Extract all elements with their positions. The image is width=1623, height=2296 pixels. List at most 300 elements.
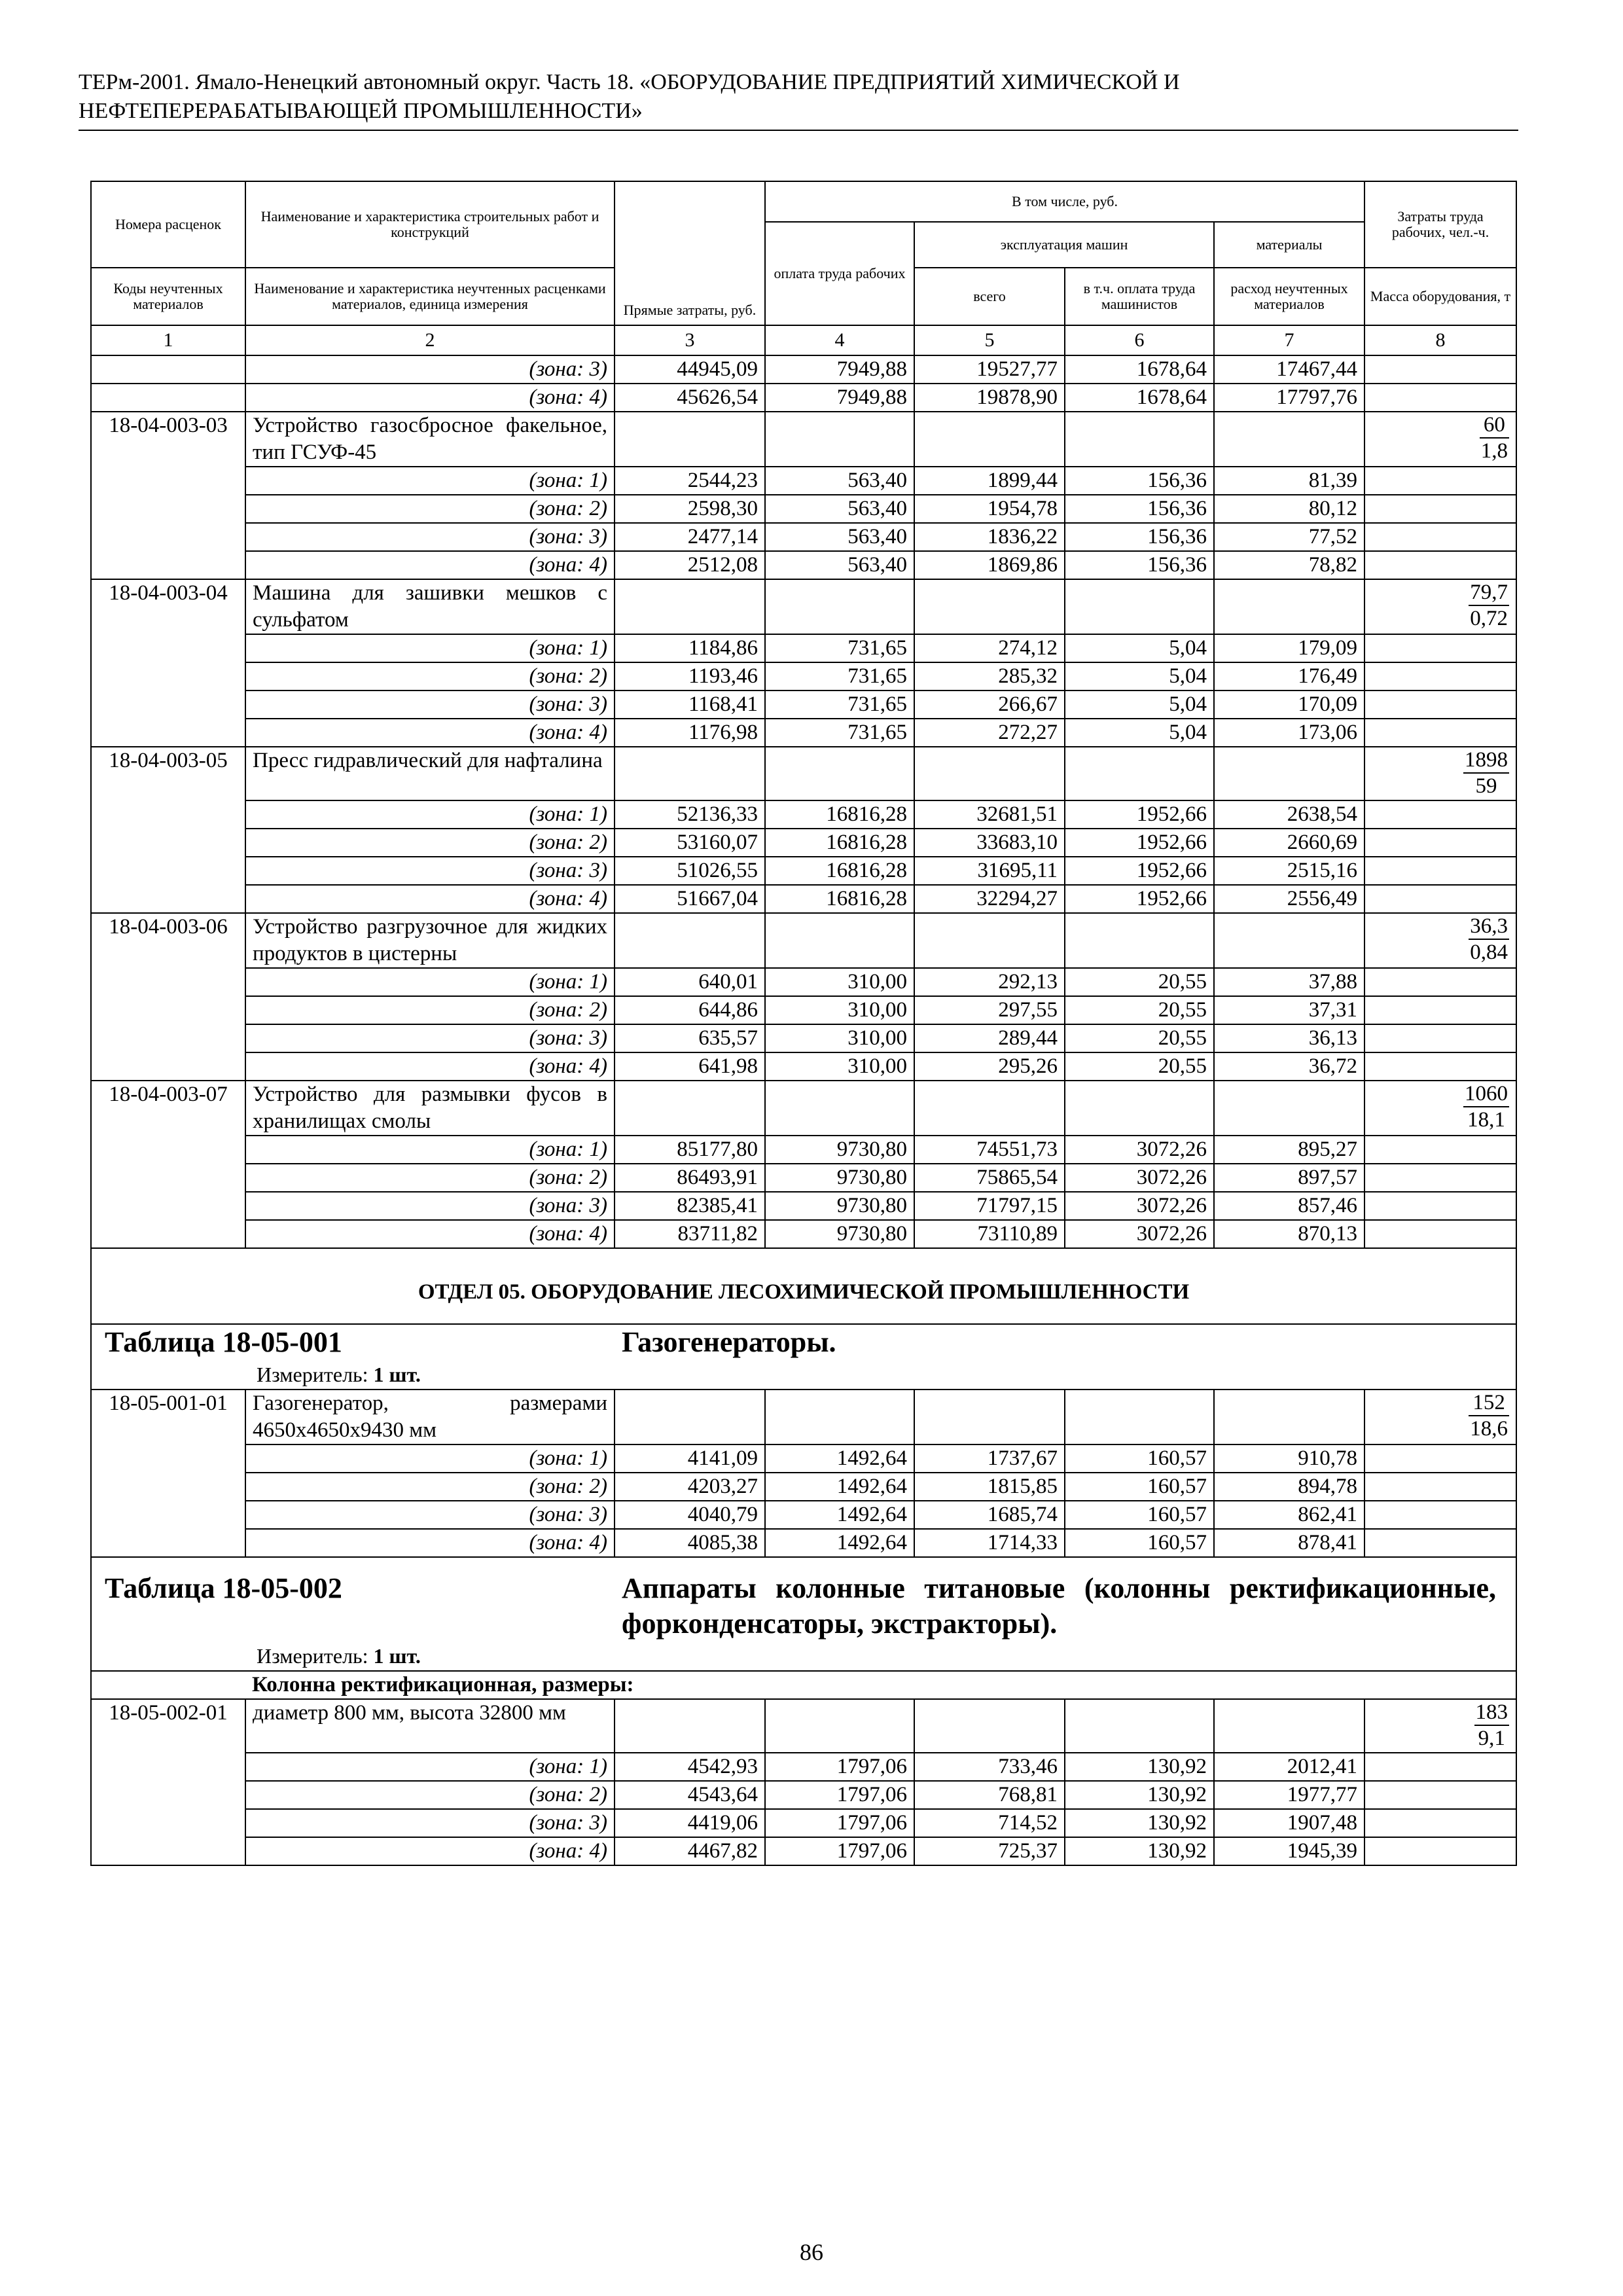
- value-cell: 731,65: [765, 691, 914, 719]
- empty-cell: [1214, 412, 1364, 467]
- labor-hours: 1898: [1463, 747, 1509, 774]
- zone-label: (зона: 4): [245, 885, 615, 913]
- value-cell: 20,55: [1065, 968, 1214, 996]
- table-caption-18-05-001: [91, 1324, 1516, 1390]
- value-cell: 895,27: [1214, 1136, 1364, 1164]
- empty-cell: [765, 747, 914, 800]
- value-cell: 272,27: [914, 719, 1065, 747]
- value-cell: 37,88: [1214, 968, 1364, 996]
- value-cell: 31695,11: [914, 857, 1065, 885]
- value-cell: 3072,26: [1065, 1220, 1214, 1248]
- value-cell: 870,13: [1214, 1220, 1364, 1248]
- value-cell: 4085,38: [615, 1529, 765, 1557]
- labor-hours: 183: [1474, 1700, 1510, 1726]
- value-cell: 768,81: [914, 1781, 1065, 1809]
- value-cell: 731,65: [765, 662, 914, 691]
- empty-cell: [914, 1699, 1065, 1753]
- zone-label: (зона: 4): [245, 1220, 615, 1248]
- table-header: [91, 181, 1516, 355]
- equipment-mass: 9,1: [1478, 1727, 1505, 1750]
- zone-row: [91, 1136, 1516, 1164]
- zone-label: (зона: 1): [245, 800, 615, 829]
- col-number: 3: [615, 325, 765, 355]
- price-table: [90, 181, 1517, 1866]
- empty-cell: [1065, 747, 1214, 800]
- value-cell: 289,44: [914, 1024, 1065, 1052]
- empty-cell: [1065, 1081, 1214, 1136]
- value-cell: 16816,28: [765, 857, 914, 885]
- value-cell: 310,00: [765, 1052, 914, 1081]
- value-cell: 130,92: [1065, 1809, 1214, 1837]
- labor-mass-cell: [1364, 579, 1516, 634]
- empty-cell: [615, 412, 765, 467]
- col1-bottom-header: Коды неучтенных материалов: [91, 268, 245, 325]
- section-05-block: [91, 1248, 1516, 1390]
- item-description: Устройство газосбросное факельное, тип ГСУФ-45: [245, 412, 615, 467]
- empty-cell: [1065, 1390, 1214, 1444]
- zone-row: [91, 384, 1516, 412]
- zone-label: (зона: 4): [245, 551, 615, 579]
- value-cell: 1869,86: [914, 551, 1065, 579]
- value-cell: 2556,49: [1214, 885, 1364, 913]
- labor-mass-fraction: [1469, 1390, 1509, 1441]
- empty-cell: [615, 1081, 765, 1136]
- value-cell: 1836,22: [914, 523, 1065, 551]
- zone-row: [91, 495, 1516, 523]
- table-18-05-002-rows: [91, 1699, 1516, 1865]
- zone-label: (зона: 1): [245, 1444, 615, 1473]
- zone-row: [91, 1837, 1516, 1865]
- item-row: [91, 747, 1516, 800]
- labor-mass-fraction: [1469, 914, 1509, 965]
- header-line-2: НЕФТЕПЕРЕРАБАТЫВАЮЩЕЙ ПРОМЫШЛЕННОСТИ»: [79, 99, 643, 123]
- value-cell: 1797,06: [765, 1753, 914, 1781]
- rate-code: 18-05-001-01: [91, 1390, 245, 1557]
- empty-cell: [1364, 523, 1516, 551]
- empty-cell: [1364, 1501, 1516, 1529]
- value-cell: 9730,80: [765, 1220, 914, 1248]
- value-cell: 714,52: [914, 1809, 1065, 1837]
- item-row: [91, 579, 1516, 634]
- value-cell: 16816,28: [765, 829, 914, 857]
- empty-cell: [765, 1081, 914, 1136]
- empty-cell: [1065, 1699, 1214, 1753]
- value-cell: 1492,64: [765, 1473, 914, 1501]
- value-cell: 733,46: [914, 1753, 1065, 1781]
- page-number: 86: [800, 2239, 823, 2265]
- zone-row: [91, 1192, 1516, 1220]
- value-cell: 2512,08: [615, 551, 765, 579]
- value-cell: 9730,80: [765, 1192, 914, 1220]
- labor-mass-cell: [1364, 1390, 1516, 1444]
- value-cell: 17467,44: [1214, 355, 1364, 384]
- zone-row: [91, 719, 1516, 747]
- labor-hours: 79,7: [1469, 580, 1509, 606]
- value-cell: 1492,64: [765, 1444, 914, 1473]
- col4-header: оплата труда рабочих: [765, 222, 914, 325]
- value-cell: 1678,64: [1065, 355, 1214, 384]
- value-cell: 1492,64: [765, 1501, 914, 1529]
- equipment-mass: 59: [1475, 774, 1497, 798]
- empty-cell: [615, 579, 765, 634]
- empty-cell: [1364, 1192, 1516, 1220]
- zone-label: (зона: 4): [245, 1837, 615, 1865]
- value-cell: 36,13: [1214, 1024, 1364, 1052]
- col-number: 4: [765, 325, 914, 355]
- value-cell: 82385,41: [615, 1192, 765, 1220]
- value-cell: 5,04: [1065, 719, 1214, 747]
- empty-cell: [914, 1390, 1065, 1444]
- value-cell: 16816,28: [765, 885, 914, 913]
- value-cell: 9730,80: [765, 1136, 914, 1164]
- zone-row: [91, 857, 1516, 885]
- header-rule: [79, 130, 1518, 131]
- empty-cell: [1364, 384, 1516, 412]
- value-cell: 179,09: [1214, 634, 1364, 662]
- subhead-spacer: [91, 1671, 245, 1699]
- item-row: [91, 913, 1516, 968]
- value-cell: 83711,82: [615, 1220, 765, 1248]
- labor-mass-cell: [1364, 1081, 1516, 1136]
- value-cell: 2544,23: [615, 467, 765, 495]
- measure-label: Измеритель:: [257, 1363, 368, 1386]
- empty-cell: [914, 412, 1065, 467]
- value-cell: 862,41: [1214, 1501, 1364, 1529]
- value-cell: 1952,66: [1065, 857, 1214, 885]
- empty-cell: [765, 412, 914, 467]
- value-cell: 1797,06: [765, 1781, 914, 1809]
- zone-row: [91, 800, 1516, 829]
- empty-cell: [1364, 1809, 1516, 1837]
- zone-label: (зона: 3): [245, 523, 615, 551]
- value-cell: 310,00: [765, 968, 914, 996]
- value-cell: 156,36: [1065, 495, 1214, 523]
- zone-row: [91, 691, 1516, 719]
- value-cell: 731,65: [765, 634, 914, 662]
- value-cell: 725,37: [914, 1837, 1065, 1865]
- value-cell: 3072,26: [1065, 1164, 1214, 1192]
- empty-cell: [1364, 1024, 1516, 1052]
- zone-label: (зона: 3): [245, 1024, 615, 1052]
- value-cell: 1737,67: [914, 1444, 1065, 1473]
- zone-row: [91, 551, 1516, 579]
- zone-row: [91, 1473, 1516, 1501]
- zone-row: [91, 523, 1516, 551]
- zone-label: (зона: 4): [245, 1529, 615, 1557]
- value-cell: 36,72: [1214, 1052, 1364, 1081]
- zone-label: (зона: 2): [245, 996, 615, 1024]
- col6-header: в т.ч. оплата труда машинистов: [1065, 268, 1214, 325]
- labor-mass-cell: [1364, 913, 1516, 968]
- zone-label: (зона: 2): [245, 495, 615, 523]
- rate-code: 18-04-003-04: [91, 579, 245, 747]
- zone-label: (зона: 4): [245, 384, 615, 412]
- table-18-05-002-caption: [91, 1557, 1516, 1699]
- empty-cell: [1364, 1781, 1516, 1809]
- value-cell: 1492,64: [765, 1529, 914, 1557]
- measure-value: 1 шт.: [373, 1644, 421, 1668]
- zone-row: [91, 829, 1516, 857]
- value-cell: 2012,41: [1214, 1753, 1364, 1781]
- value-cell: 20,55: [1065, 1024, 1214, 1052]
- zone-label: (зона: 2): [245, 1164, 615, 1192]
- col-number: 2: [245, 325, 615, 355]
- empty-cell: [1065, 913, 1214, 968]
- item-description: Газогенератор, размерами 4650х4650х9430 мм: [245, 1390, 615, 1444]
- empty-cell: [914, 913, 1065, 968]
- section-04-rows: [91, 355, 1516, 1248]
- machines-header: эксплуатация машин: [914, 222, 1214, 268]
- value-cell: 19527,77: [914, 355, 1065, 384]
- value-cell: 160,57: [1065, 1529, 1214, 1557]
- value-cell: 4542,93: [615, 1753, 765, 1781]
- code-empty-cell: [91, 384, 245, 412]
- zone-label: (зона: 1): [245, 467, 615, 495]
- empty-cell: [1364, 885, 1516, 913]
- subhead: Колонна ректификационная, размеры:: [245, 1671, 1516, 1699]
- value-cell: 1952,66: [1065, 885, 1214, 913]
- value-cell: 563,40: [765, 467, 914, 495]
- value-cell: 1952,66: [1065, 800, 1214, 829]
- empty-cell: [1364, 829, 1516, 857]
- zone-label: (зона: 1): [245, 1136, 615, 1164]
- value-cell: 77,52: [1214, 523, 1364, 551]
- value-cell: 1714,33: [914, 1529, 1065, 1557]
- empty-cell: [1065, 579, 1214, 634]
- empty-cell: [615, 1390, 765, 1444]
- zone-label: (зона: 1): [245, 634, 615, 662]
- value-cell: 3072,26: [1065, 1136, 1214, 1164]
- value-cell: 1168,41: [615, 691, 765, 719]
- equipment-mass: 0,72: [1470, 607, 1508, 630]
- zone-row: [91, 1753, 1516, 1781]
- value-cell: 310,00: [765, 996, 914, 1024]
- zone-label: (зона: 3): [245, 691, 615, 719]
- table-title: Газогенераторы.: [622, 1326, 836, 1358]
- value-cell: 2515,16: [1214, 857, 1364, 885]
- value-cell: 1685,74: [914, 1501, 1065, 1529]
- value-cell: 86493,91: [615, 1164, 765, 1192]
- value-cell: 19878,90: [914, 384, 1065, 412]
- code-empty-cell: [91, 355, 245, 384]
- zone-row: [91, 1052, 1516, 1081]
- value-cell: 52136,33: [615, 800, 765, 829]
- value-cell: 156,36: [1065, 523, 1214, 551]
- value-cell: 32294,27: [914, 885, 1065, 913]
- column-number-row: [91, 325, 1516, 355]
- value-cell: 310,00: [765, 1024, 914, 1052]
- value-cell: 1954,78: [914, 495, 1065, 523]
- value-cell: 7949,88: [765, 355, 914, 384]
- labor-hours: 152: [1469, 1390, 1509, 1416]
- labor-mass-cell: [1364, 747, 1516, 800]
- empty-cell: [1364, 1052, 1516, 1081]
- empty-cell: [1364, 1136, 1516, 1164]
- value-cell: 130,92: [1065, 1837, 1214, 1865]
- zone-label: (зона: 2): [245, 1781, 615, 1809]
- zone-row: [91, 1444, 1516, 1473]
- table-title: Аппараты колонные титановые (колонны ректификационные, форконденсаторы, экстракторы).: [622, 1572, 1497, 1640]
- empty-cell: [1364, 467, 1516, 495]
- value-cell: 1945,39: [1214, 1837, 1364, 1865]
- empty-cell: [1364, 634, 1516, 662]
- value-cell: 7949,88: [765, 384, 914, 412]
- value-cell: 130,92: [1065, 1753, 1214, 1781]
- value-cell: 85177,80: [615, 1136, 765, 1164]
- value-cell: 1184,86: [615, 634, 765, 662]
- value-cell: 4203,27: [615, 1473, 765, 1501]
- empty-cell: [1214, 913, 1364, 968]
- value-cell: 44945,09: [615, 355, 765, 384]
- value-cell: 1176,98: [615, 719, 765, 747]
- labor-mass-fraction: [1480, 412, 1509, 463]
- labor-hours: 1060: [1463, 1081, 1509, 1107]
- empty-cell: [615, 747, 765, 800]
- empty-cell: [1364, 495, 1516, 523]
- measure-label: Измеритель:: [257, 1644, 368, 1668]
- col2-top-header: Наименование и характеристика строительных работ и конструкций: [245, 181, 615, 268]
- value-cell: 37,31: [1214, 996, 1364, 1024]
- value-cell: 160,57: [1065, 1501, 1214, 1529]
- zone-row: [91, 1529, 1516, 1557]
- value-cell: 641,98: [615, 1052, 765, 1081]
- value-cell: 20,55: [1065, 1052, 1214, 1081]
- equipment-mass: 18,6: [1470, 1417, 1508, 1441]
- item-description: Устройство разгрузочное для жидких продуктов в цистерны: [245, 913, 615, 968]
- empty-cell: [615, 1699, 765, 1753]
- empty-cell: [1214, 579, 1364, 634]
- value-cell: 51667,04: [615, 885, 765, 913]
- empty-cell: [615, 913, 765, 968]
- empty-cell: [914, 579, 1065, 634]
- value-cell: 156,36: [1065, 467, 1214, 495]
- labor-mass-fraction: [1463, 747, 1509, 798]
- empty-cell: [1364, 968, 1516, 996]
- col7-header: расход неучтенных материалов: [1214, 268, 1364, 325]
- labor-mass-fraction: [1469, 580, 1509, 631]
- measure-value: 1 шт.: [373, 1363, 421, 1386]
- value-cell: 33683,10: [914, 829, 1065, 857]
- empty-cell: [1364, 691, 1516, 719]
- incl-header: В том числе, руб.: [765, 181, 1364, 222]
- value-cell: 1899,44: [914, 467, 1065, 495]
- col5-header: всего: [914, 268, 1065, 325]
- value-cell: 1797,06: [765, 1837, 914, 1865]
- equipment-mass: 18,1: [1467, 1108, 1505, 1132]
- value-cell: 644,86: [615, 996, 765, 1024]
- empty-cell: [1214, 1699, 1364, 1753]
- empty-cell: [1364, 1220, 1516, 1248]
- value-cell: 53160,07: [615, 829, 765, 857]
- value-cell: 9730,80: [765, 1164, 914, 1192]
- col1-top-header: Номера расценок: [91, 181, 245, 268]
- zone-label: (зона: 2): [245, 662, 615, 691]
- table-18-05-001-rows: [91, 1390, 1516, 1557]
- col-number: 5: [914, 325, 1065, 355]
- zone-row: [91, 1781, 1516, 1809]
- running-header: [79, 68, 1518, 126]
- item-description: Машина для зашивки мешков с сульфатом: [245, 579, 615, 634]
- value-cell: 156,36: [1065, 551, 1214, 579]
- empty-cell: [765, 579, 914, 634]
- empty-cell: [1364, 662, 1516, 691]
- zone-label: (зона: 4): [245, 1052, 615, 1081]
- value-cell: 74551,73: [914, 1136, 1065, 1164]
- value-cell: 81,39: [1214, 467, 1364, 495]
- zone-label: (зона: 3): [245, 355, 615, 384]
- value-cell: 16816,28: [765, 800, 914, 829]
- col8-top-header: Затраты труда рабочих, чел.-ч.: [1364, 181, 1516, 268]
- zone-row: [91, 885, 1516, 913]
- item-row: [91, 1390, 1516, 1444]
- value-cell: 1678,64: [1065, 384, 1214, 412]
- zone-label: (зона: 4): [245, 719, 615, 747]
- labor-mass-cell: [1364, 1699, 1516, 1753]
- value-cell: 32681,51: [914, 800, 1065, 829]
- empty-cell: [765, 1699, 914, 1753]
- col-number: 6: [1065, 325, 1214, 355]
- zone-label: (зона: 1): [245, 1753, 615, 1781]
- empty-cell: [1364, 1753, 1516, 1781]
- table-caption-18-05-002: [91, 1557, 1516, 1671]
- empty-cell: [1364, 1444, 1516, 1473]
- value-cell: 1193,46: [615, 662, 765, 691]
- value-cell: 176,49: [1214, 662, 1364, 691]
- zone-row: [91, 1809, 1516, 1837]
- equipment-mass: 1,8: [1480, 439, 1508, 463]
- zone-row: [91, 355, 1516, 384]
- value-cell: 4467,82: [615, 1837, 765, 1865]
- col2-bottom-header: Наименование и характеристика неучтенных расценками материалов, единица измерения: [245, 268, 615, 325]
- zone-label: (зона: 2): [245, 1473, 615, 1501]
- empty-cell: [765, 1390, 914, 1444]
- zone-label: (зона: 1): [245, 968, 615, 996]
- empty-cell: [1364, 857, 1516, 885]
- value-cell: 857,46: [1214, 1192, 1364, 1220]
- zone-row: [91, 1501, 1516, 1529]
- value-cell: 173,06: [1214, 719, 1364, 747]
- value-cell: 73110,89: [914, 1220, 1065, 1248]
- value-cell: 45626,54: [615, 384, 765, 412]
- item-description: Пресс гидравлический для нафталина: [245, 747, 615, 800]
- empty-cell: [914, 747, 1065, 800]
- col3-header: Прямые затраты, руб.: [615, 181, 765, 325]
- value-cell: 1952,66: [1065, 829, 1214, 857]
- value-cell: 5,04: [1065, 634, 1214, 662]
- value-cell: 897,57: [1214, 1164, 1364, 1192]
- item-row: [91, 1081, 1516, 1136]
- value-cell: 1977,77: [1214, 1781, 1364, 1809]
- empty-cell: [1214, 1081, 1364, 1136]
- value-cell: 71797,15: [914, 1192, 1065, 1220]
- value-cell: 160,57: [1065, 1473, 1214, 1501]
- value-cell: 2638,54: [1214, 800, 1364, 829]
- equipment-mass: 0,84: [1470, 941, 1508, 964]
- value-cell: 170,09: [1214, 691, 1364, 719]
- measure-unit: [92, 1360, 1516, 1389]
- value-cell: 20,55: [1065, 996, 1214, 1024]
- value-cell: 1797,06: [765, 1809, 914, 1837]
- labor-hours: 60: [1480, 412, 1509, 439]
- labor-mass-fraction: [1463, 1081, 1509, 1132]
- item-row: [91, 412, 1516, 467]
- zone-row: [91, 1220, 1516, 1248]
- empty-cell: [1214, 1390, 1364, 1444]
- value-cell: 266,67: [914, 691, 1065, 719]
- labor-mass-cell: [1364, 412, 1516, 467]
- rate-code: 18-04-003-05: [91, 747, 245, 913]
- zone-row: [91, 634, 1516, 662]
